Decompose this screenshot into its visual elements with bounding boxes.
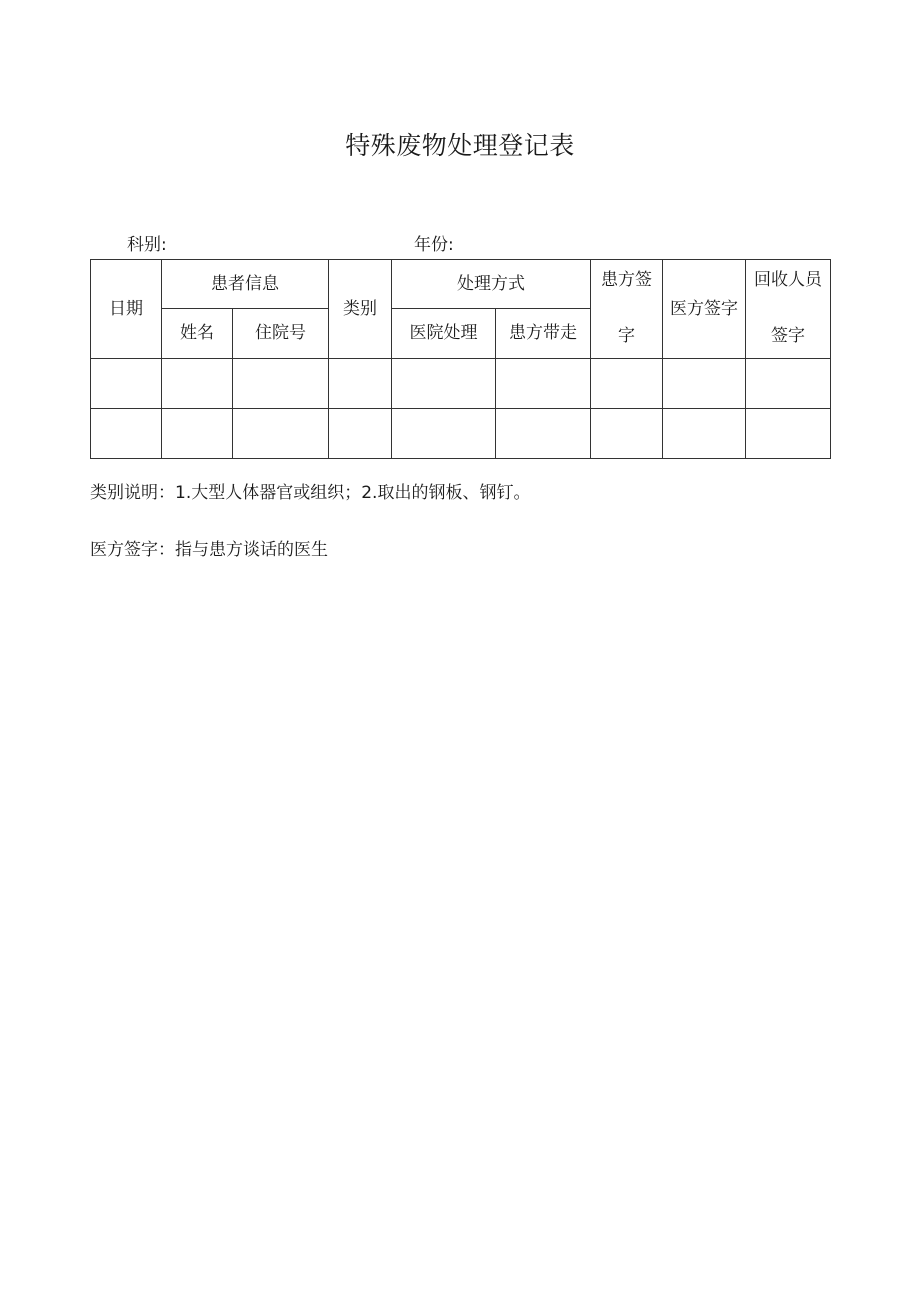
table-row [91, 359, 831, 409]
table-row [91, 409, 831, 459]
header-date: 日期 [91, 260, 162, 359]
cell-category[interactable] [329, 409, 392, 459]
header-category: 类别 [329, 260, 392, 359]
cell-date[interactable] [91, 359, 162, 409]
cell-patient-take-away[interactable] [496, 409, 591, 459]
header-patient-take-away: 患方带走 [496, 309, 591, 359]
cell-admission-number[interactable] [233, 409, 329, 459]
department-label: 科别: [127, 235, 167, 255]
cell-patient-signature[interactable] [591, 359, 663, 409]
cell-admission-number[interactable] [233, 359, 329, 409]
category-note: 类别说明：1.大型人体器官或组织；2.取出的钢板、钢钉。 [90, 483, 531, 503]
cell-name[interactable] [162, 359, 233, 409]
header-admission-number: 住院号 [233, 309, 329, 359]
header-name: 姓名 [162, 309, 233, 359]
header-collector-signature-line2: 签字 [771, 326, 805, 346]
cell-date[interactable] [91, 409, 162, 459]
cell-hospital-disposal[interactable] [392, 359, 496, 409]
header-patient-signature-line1: 患方签 [601, 270, 652, 290]
year-label: 年份: [414, 235, 454, 255]
cell-hospital-disposal[interactable] [392, 409, 496, 459]
header-patient-signature [591, 260, 663, 359]
cell-name[interactable] [162, 409, 233, 459]
header-collector-signature [746, 260, 831, 359]
doctor-signature-note: 医方签字：指与患方谈话的医生 [90, 540, 328, 560]
header-patient-signature-line2: 字 [618, 326, 635, 346]
cell-patient-signature[interactable] [591, 409, 663, 459]
cell-doctor-signature[interactable] [663, 359, 746, 409]
header-disposal-method: 处理方式 [392, 260, 591, 309]
cell-category[interactable] [329, 359, 392, 409]
cell-doctor-signature[interactable] [663, 409, 746, 459]
page-title: 特殊废物处理登记表 [345, 131, 575, 160]
header-doctor-signature: 医方签字 [663, 260, 746, 359]
cell-patient-take-away[interactable] [496, 359, 591, 409]
cell-collector-signature[interactable] [746, 409, 831, 459]
cell-collector-signature[interactable] [746, 359, 831, 409]
header-patient-info: 患者信息 [162, 260, 329, 309]
disposal-register-table [90, 259, 831, 459]
header-collector-signature-line1: 回收人员 [754, 270, 822, 290]
header-hospital-disposal: 医院处理 [392, 309, 496, 359]
